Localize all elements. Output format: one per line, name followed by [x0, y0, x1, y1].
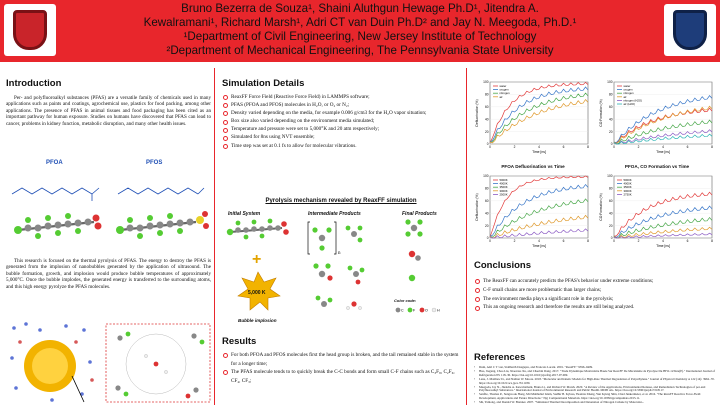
x-axis-label: Time [ns]: [532, 244, 546, 248]
x-tick-label: 8: [711, 145, 713, 149]
legend-label: 3000K: [623, 188, 632, 193]
introduction-text: Per- and polyfluoroalkyl substances (PFAS) are a versatile family of chemicals used in many applications such as paints and coatings, agrochemical use, plastics for food packing, among other applications. The presence of PFAS in animal tissues and food packaging has been cited as an important pathway for human exposure. Studies on humans have discovered that PFAS can lead to cancer, problems in kidney function, metabolic disruption, and many other health issues.: [6, 95, 211, 127]
affiliation-njit: ¹Department of Civil Engineering, New Jersey Institute of Technology: [183, 30, 537, 43]
hydrogen-swatch: [432, 308, 436, 312]
conclusions-bullet: The ReaxFF can accurately predicts the PFAS's behavior under extreme conditions;: [474, 277, 716, 286]
chart-co-formation-temperature: [598, 172, 716, 254]
chart-defluorination-media: [474, 78, 592, 160]
x-tick-label: 4: [662, 145, 664, 149]
legend-label: 3500K: [499, 185, 508, 190]
poster-title-line1: Bruno Bezerra de Souza¹, Shaini Aluthgun Hewage Ph.D¹, Jitendra A.: [181, 2, 539, 15]
simulation-details-section: [222, 78, 460, 150]
legend-label: 4000K: [623, 181, 632, 186]
conclusions-bullet: This an ongoing research and therefore the results are still being analyzed.: [474, 303, 716, 312]
poster-title-block: [60, 2, 660, 58]
carbon-swatch: [396, 308, 401, 313]
research-focus-section: [6, 258, 211, 290]
y-axis-label: CO Formation (%): [599, 193, 603, 221]
pfoa-ball-stick-model: [14, 213, 102, 239]
x-tick-label: 2: [637, 145, 640, 149]
simulation-bullet: Temperature and pressure were set to 5,000°K and 20 atm respectively;: [222, 125, 460, 133]
legend-label: nitrogen: [499, 91, 510, 96]
x-tick-label: 8: [711, 239, 713, 243]
y-axis-label: CO Formation (%): [599, 99, 603, 127]
x-tick-label: 6: [562, 145, 565, 149]
conclusions-section: [474, 260, 716, 312]
legend-label: 4000K: [499, 181, 508, 186]
column-divider-right: [466, 68, 467, 405]
legend-label: air (H2O): [623, 102, 635, 106]
x-tick-label: 8: [587, 145, 589, 149]
x-tick-label: 6: [686, 145, 689, 149]
initial-pfas-molecule: [227, 219, 289, 240]
njit-logo: [4, 4, 56, 56]
conclusions-bullet: C-F small chains are more problematic than larger chains;: [474, 286, 716, 295]
legend-label: air: [623, 94, 627, 99]
x-tick-label: 0: [613, 145, 615, 149]
x-tick-label: 4: [538, 145, 540, 149]
conclusions-bullet-list: [474, 277, 716, 312]
legend-label: 5000K: [623, 178, 632, 182]
fluorine-legend-label: F: [413, 308, 416, 313]
pennstate-shield-icon: [673, 10, 707, 50]
y-tick-label: 0: [486, 236, 489, 241]
introduction-section: [6, 78, 211, 127]
legend-label: oxygen: [499, 87, 509, 92]
legend-label: nitrogen: [623, 91, 634, 96]
simulation-heading: Simulation Details: [222, 78, 305, 89]
y-tick-label: 20: [608, 129, 613, 134]
y-tick-label: 40: [608, 117, 613, 122]
y-tick-label: 80: [484, 92, 489, 97]
chart-svg: [474, 172, 592, 254]
results-bullet: The PFAS molecule tends to to quickly break the C-C bonds and form small C-F chains such as C₃F₈, C₂F₆, CF₄, CF₃;: [222, 368, 460, 385]
pennstate-logo: [664, 4, 716, 56]
y-tick-label: 20: [608, 223, 613, 228]
reference-item: • Lane, J. Matthew D., and Nathan W. Moore. 2018. "Molecular and Kinetic Models for High-Rate Thermal Degradation of Polyethylene." Journal of Physical Chemistry A 122 (14): 3962–70. https://doi.org/10.1021/acs.jpca.7b11180.: [474, 378, 716, 386]
y-tick-label: 60: [484, 199, 489, 203]
carbon-legend-label: C: [401, 308, 404, 313]
y-tick-label: 40: [608, 211, 613, 216]
chart-defluorination-temperature: [474, 172, 592, 254]
pfos-label: PFOS: [146, 160, 163, 166]
y-tick-label: 0: [486, 142, 489, 147]
legend-label: 3000K: [499, 188, 508, 193]
y-tick-label: 20: [484, 129, 489, 134]
y-tick-label: 60: [608, 199, 613, 203]
final-products: [405, 219, 422, 281]
initial-system-label: Initial System: [228, 211, 261, 217]
x-tick-label: 6: [562, 239, 565, 243]
repeat-unit-n: n: [338, 251, 341, 256]
title-banner: [0, 0, 720, 62]
simulation-bullet: Simulated for 8ns using NVT ensemble;: [222, 133, 460, 141]
y-tick-label: 80: [484, 186, 489, 191]
reference-item: • Duin, Adri C T van, Siddharth Dasgupta, and Francois Lorant. 2001. "ReaxFF." 9396–9409.: [474, 366, 716, 370]
results-bullet: For both PFOA and PFOS molecules first the head group is broken, and the tail remained stable in the system for a longer time;: [222, 351, 460, 368]
njit-shield-icon: [13, 10, 47, 50]
simulation-bullet: Density varied depending on the media, for example 0.006 g/cm3 for the H₂O vapor situation;: [222, 109, 460, 117]
pyrolysis-figure-title: Pyrolysis mechanism revealed by ReaxFF simulation: [265, 198, 417, 204]
x-tick-label: 2: [637, 239, 640, 243]
reference-item: • Senftle, Thomas P., Sungwook Hong, Md Mahbubul Islam, Sudhir B. Kylasa, Yuanxia Zheng, Yun Kyung Shin, Chad Junkermeier, et al. 2016. "The ReaxFF Reactive Force-Field: Development, Applications and Future Directions." Npj Computational Materials. https://doi.org/10.1038/npjcompumats.2015.11.: [474, 393, 716, 401]
x-tick-label: 0: [613, 239, 615, 243]
pfoa-label: PFOA: [46, 160, 63, 166]
pyrolysis-molecules-drawing: [222, 218, 460, 328]
x-axis-label: Time [ns]: [656, 244, 670, 248]
bubble-implosion-label: Bubble implosion: [238, 318, 277, 323]
legend-label: nitrogen (H2O): [623, 98, 642, 103]
fluorine-swatch: [408, 308, 413, 313]
legend-label: 5000K: [499, 178, 508, 182]
plus-sign: +: [252, 251, 262, 268]
oxygen-legend-label: O: [425, 308, 428, 313]
y-tick-label: 40: [484, 117, 489, 122]
introduction-heading: Introduction: [6, 78, 62, 89]
poster-title-line2: Kewalramani¹, Richard Marsh¹, Adri CT van Duin Ph.D² and Jay N. Meegoda, Ph.D.¹: [143, 16, 577, 29]
legend-label: water: [623, 84, 631, 88]
y-tick-label: 100: [483, 80, 489, 85]
chart-svg: [598, 172, 716, 254]
y-axis-label: Defluorination (%): [475, 99, 479, 127]
temperature-label: 5,000 K: [248, 290, 266, 296]
reference-item: • Huo, Jiegang, Chao Liu, Xiaoxiao Xu, and Chaobin Dang. 2017. "Trade Dynamique Moléculaire Basée Sur ReaxFF De Mécanisme de Pyrolyse Du HFO-1234ze(E)." International Journal of Refrigeration 83: 118–30. https://doi.org/10.1016/j.ijrefrig.2017.07.009.: [474, 370, 716, 378]
results-bullet-list: [222, 351, 460, 385]
x-tick-label: 2: [513, 145, 516, 149]
intermediate-products: [308, 222, 364, 310]
x-tick-label: 2: [513, 239, 516, 243]
simulation-bullet: Time step was set at 0.1 fs to allow for molecular vibrations.: [222, 142, 460, 150]
chart-co-formation-media: [598, 78, 716, 160]
y-tick-label: 60: [608, 105, 613, 109]
y-tick-label: 100: [607, 174, 613, 179]
conclusions-bullet: The environment media plays a significant role in the pyrolysis;: [474, 295, 716, 304]
color-code-legend: [394, 298, 440, 313]
results-heading: Results: [222, 336, 257, 347]
y-tick-label: 100: [607, 80, 613, 85]
pyrolysis-mechanism-figure: [222, 198, 460, 328]
oxygen-swatch: [420, 308, 425, 313]
conclusions-heading: Conclusions: [474, 260, 532, 271]
y-tick-label: 40: [484, 211, 489, 216]
simulation-bullet: ReaxFF Force Field (Reactive Force Field) in LAMMPS software;: [222, 93, 460, 101]
chart-svg: [598, 78, 716, 160]
y-tick-label: 80: [608, 186, 613, 191]
charts-panel: [474, 78, 716, 256]
y-tick-label: 60: [484, 105, 489, 109]
legend-label: 2750K: [623, 192, 632, 197]
affiliation-psu: ²Department of Mechanical Engineering, The Pennsylvania State University: [166, 44, 554, 57]
legend-label: water: [499, 84, 507, 88]
final-products-label: Final Products: [402, 211, 437, 217]
y-axis-label: Defluorination (%): [475, 193, 479, 221]
references-section: [474, 352, 716, 405]
chart-title-co-formation: PFOA, CO Formation vs Time: [624, 164, 690, 169]
hydrogen-legend-label: H: [437, 308, 440, 313]
y-tick-label: 80: [608, 92, 613, 97]
x-tick-label: 0: [489, 145, 491, 149]
reference-item: • Meegoda, Jay N., Jitendra A. Kewalramani, Bruno Li, and Richard W. Marsh. 2020. "A Review of the Applications, Environmental Release, and Remediation Technologies of per-and Polyfluoroalkyl Substances." International Journal of Environmental Research and Public Health. MDPI AG. https://doi.org/10.3390/ijerph17218117.: [474, 386, 716, 394]
pfos-ball-stick-model: [116, 211, 209, 239]
simulation-bullet: Box size also varied depending on the environment media simulated;: [222, 117, 460, 125]
simulation-bullet-list: [222, 93, 460, 150]
x-tick-label: 6: [686, 239, 689, 243]
x-tick-label: 0: [489, 239, 491, 243]
intermediate-products-label: Intermediate Products: [308, 211, 361, 217]
results-section: [222, 336, 460, 385]
legend-label: 3500K: [623, 185, 632, 190]
nanobubble-illustration: [6, 318, 212, 404]
color-code-label: Color code:: [394, 298, 417, 303]
simulation-bullet: PFAS (PFOA and PFOS) molecules in H₂O, or O₂ or N₂;: [222, 101, 460, 109]
chart-title-defluorination: PFOA Defluorination vs Time: [501, 164, 565, 169]
x-tick-label: 8: [587, 239, 589, 243]
x-tick-label: 4: [538, 239, 540, 243]
legend-label: 2500K: [499, 192, 508, 197]
x-axis-label: Time [ns]: [656, 150, 670, 154]
x-axis-label: Time [ns]: [532, 150, 546, 154]
bubble-implosion-star: [238, 272, 280, 310]
column-divider-left: [214, 68, 215, 405]
pfas-structure-diagrams: [6, 168, 211, 250]
pfos-skeletal-formula: [118, 188, 204, 194]
legend-label: air: [499, 94, 503, 99]
legend-label: oxygen: [623, 87, 633, 92]
research-focus-text: This research is focused on the thermal pyrolysis of PFAS. The energy to destroy the PFAS is generated from the implosion of nanobubbles generated by the application of ultrasound. The bubble formation, growth, and implosion would produce bubble temperatures of approximately 5,000°C. Once the bubble implodes, the generated energy is transferred to the surrounding atoms, and this high energy pyrolyze the PFAS molecules.: [6, 258, 211, 290]
y-tick-label: 0: [610, 236, 613, 241]
molecule-structures: [6, 160, 211, 250]
pfoa-skeletal-formula: [12, 188, 99, 201]
bubble-core: [32, 348, 68, 384]
references-heading: References: [474, 352, 526, 363]
y-tick-label: 20: [484, 223, 489, 228]
reference-item: • Shi, Yanlong, and Donald W. Brenner. 2007. "Simulated Thermal Decomposition and Detonation of Nitrogen Cubane by Molecular...: [474, 401, 716, 405]
chart-svg: [474, 78, 592, 160]
x-tick-label: 4: [662, 239, 664, 243]
y-tick-label: 100: [483, 174, 489, 179]
y-tick-label: 0: [610, 142, 613, 147]
